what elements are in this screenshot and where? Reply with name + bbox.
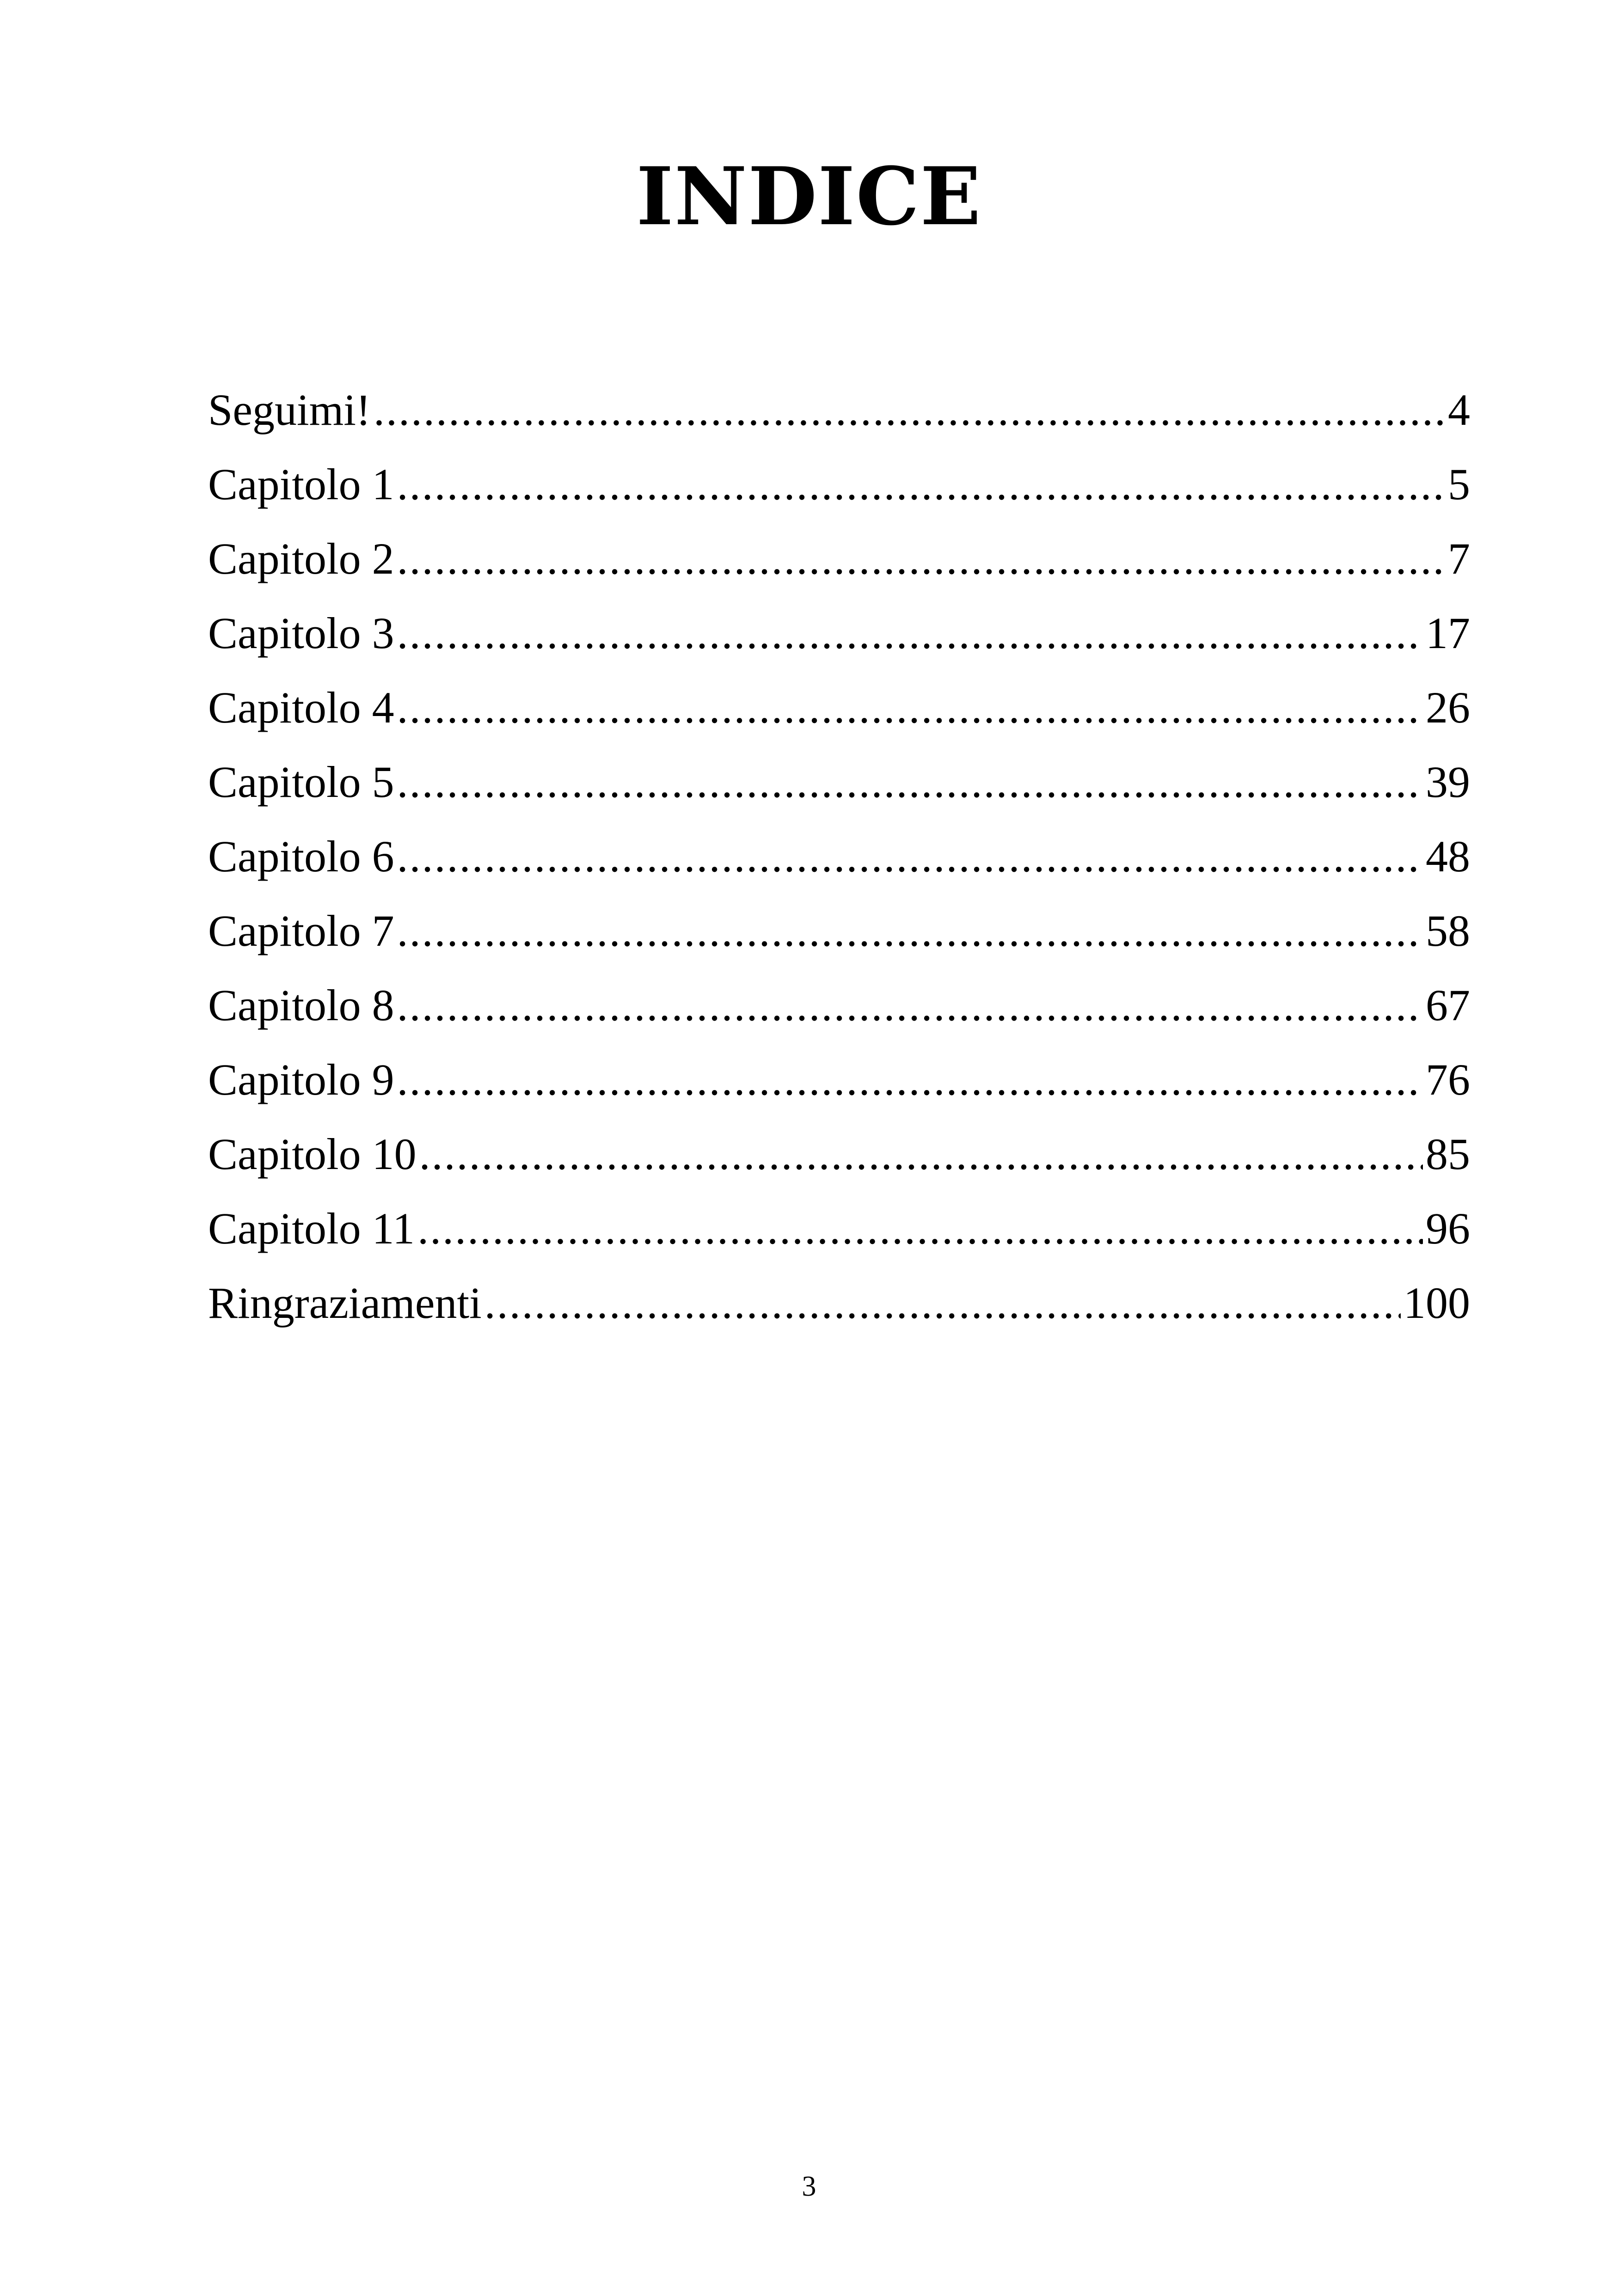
dot-leader [397, 968, 1423, 1042]
toc-entry-page: 67 [1426, 980, 1470, 1030]
toc-entry-page: 100 [1403, 1278, 1470, 1328]
toc-entry-capitolo-1[interactable] [208, 447, 1470, 521]
toc-entry-capitolo-4[interactable] [208, 670, 1470, 745]
toc-entry-page: 26 [1426, 683, 1470, 732]
dot-leader [397, 596, 1423, 670]
toc-entry-seguimi[interactable] [208, 373, 1470, 447]
toc-entry-capitolo-9[interactable] [208, 1042, 1470, 1117]
toc-entry-page: 5 [1448, 459, 1470, 509]
toc-entry-capitolo-3[interactable] [208, 596, 1470, 670]
dot-leader [397, 894, 1423, 968]
dot-leader [484, 1266, 1401, 1340]
toc-entry-page: 76 [1426, 1055, 1470, 1104]
toc-entry-label: Capitolo 10 [208, 1129, 417, 1179]
dot-leader [397, 1042, 1423, 1117]
toc-entry-capitolo-10[interactable] [208, 1117, 1470, 1191]
page-number: 3 [802, 2171, 816, 2202]
dot-leader [374, 373, 1445, 447]
toc-entry-capitolo-5[interactable] [208, 745, 1470, 819]
toc-entry-label: Ringraziamenti [208, 1278, 482, 1328]
toc-entry-label: Capitolo 9 [208, 1055, 394, 1104]
dot-leader [419, 1117, 1423, 1191]
toc-entry-label: Capitolo 2 [208, 534, 394, 583]
toc-entry-label: Seguimi! [208, 385, 371, 435]
dot-leader [397, 670, 1423, 745]
table-of-contents [208, 373, 1470, 1340]
dot-leader [397, 447, 1445, 521]
dot-leader [397, 521, 1445, 596]
toc-entry-page: 39 [1426, 757, 1470, 807]
toc-entry-label: Capitolo 1 [208, 459, 394, 509]
dot-leader [417, 1191, 1423, 1266]
toc-entry-page: 7 [1448, 534, 1470, 583]
toc-entry-label: Capitolo 7 [208, 906, 394, 955]
toc-entry-page: 48 [1426, 832, 1470, 881]
toc-entry-page: 58 [1426, 906, 1470, 955]
toc-entry-capitolo-2[interactable] [208, 521, 1470, 596]
toc-entry-label: Capitolo 6 [208, 832, 394, 881]
toc-entry-label: Capitolo 4 [208, 683, 394, 732]
toc-entry-label: Capitolo 11 [208, 1204, 415, 1253]
toc-entry-capitolo-11[interactable] [208, 1191, 1470, 1266]
toc-entry-page: 96 [1426, 1204, 1470, 1253]
toc-entry-capitolo-7[interactable] [208, 894, 1470, 968]
page-title: INDICE [636, 149, 982, 243]
toc-entry-label: Capitolo 3 [208, 608, 394, 658]
toc-entry-page: 85 [1426, 1129, 1470, 1179]
dot-leader [397, 819, 1423, 894]
toc-entry-capitolo-6[interactable] [208, 819, 1470, 894]
toc-entry-label: Capitolo 8 [208, 980, 394, 1030]
dot-leader [397, 745, 1423, 819]
toc-entry-page: 17 [1426, 608, 1470, 658]
toc-entry-page: 4 [1448, 385, 1470, 435]
toc-entry-label: Capitolo 5 [208, 757, 394, 807]
toc-entry-capitolo-8[interactable] [208, 968, 1470, 1042]
toc-entry-ringraziamenti[interactable] [208, 1266, 1470, 1340]
